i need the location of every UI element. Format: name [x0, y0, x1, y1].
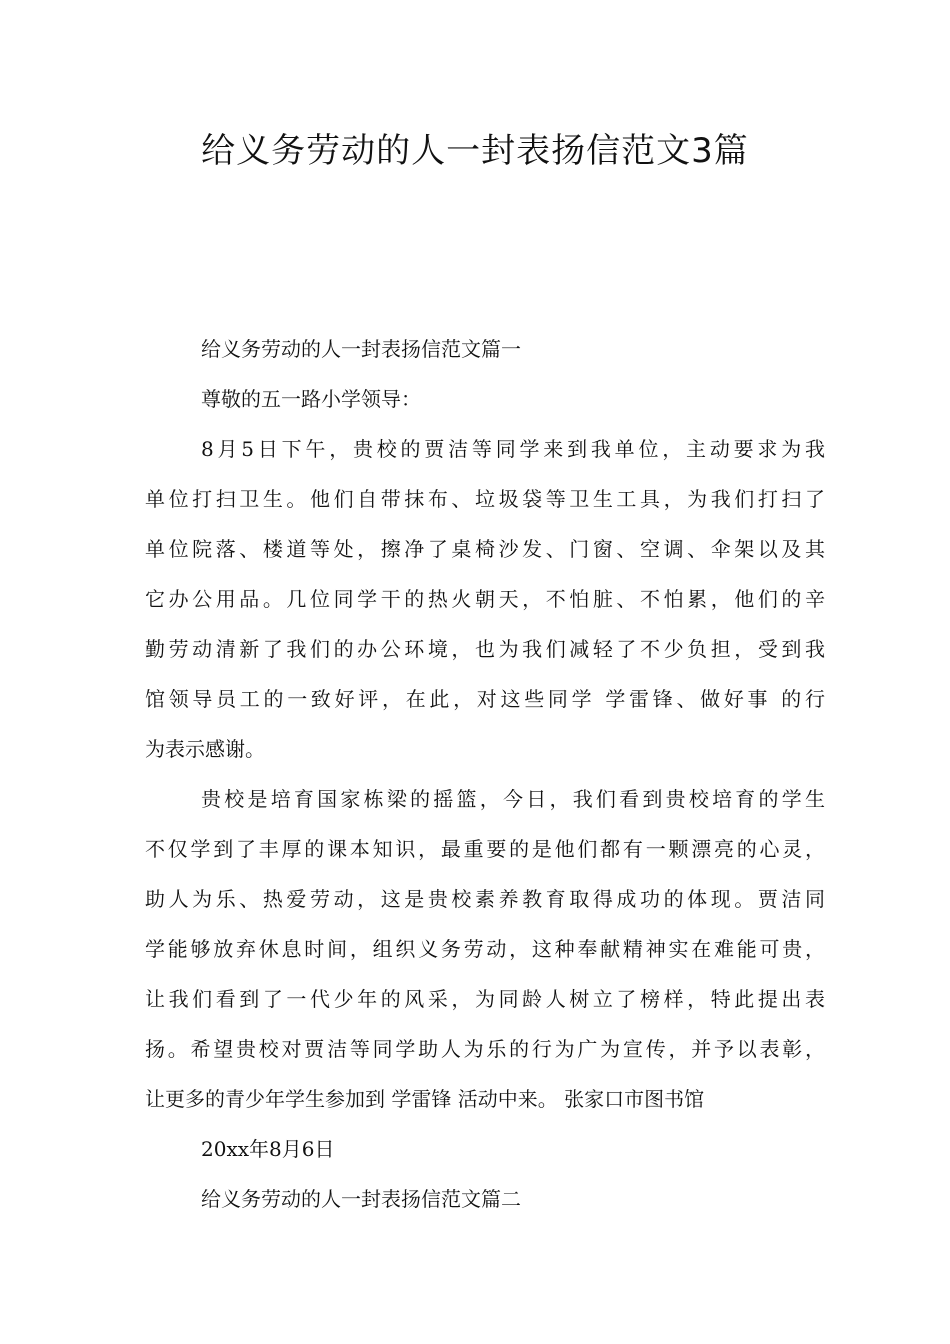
paragraph-line: 让更多的青少年学生参加到 学雷锋 活动中来。 张家口市图书馆 — [145, 1087, 705, 1111]
section-heading-2: 给义务劳动的人一封表扬信范文篇二 — [201, 1187, 521, 1211]
document-body — [145, 324, 825, 1224]
paragraph-line: 不仅学到了丰厚的课本知识，最重要的是他们都有一颗漂亮的心灵， — [145, 837, 825, 861]
paragraph-line: 馆领导员工的一致好评，在此，对这些同学 学雷锋、做好事 的行 — [145, 687, 825, 711]
section-heading-1: 给义务劳动的人一封表扬信范文篇一 — [201, 337, 521, 361]
paragraph-line: 为表示感谢。 — [145, 737, 265, 761]
paragraph-line: 它办公用品。几位同学干的热火朝天，不怕脏、不怕累，他们的辛 — [145, 587, 825, 611]
paragraph-line: 单位院落、楼道等处，擦净了桌椅沙发、门窗、空调、伞架以及其 — [145, 537, 825, 561]
paragraph-line: 让我们看到了一代少年的风采，为同龄人树立了榜样，特此提出表 — [145, 987, 825, 1011]
paragraph-line: 单位打扫卫生。他们自带抹布、垃圾袋等卫生工具，为我们打扫了 — [145, 487, 825, 511]
letter-date: 20xx年8月6日 — [201, 1137, 335, 1161]
paragraph-line: 勤劳动清新了我们的办公环境，也为我们减轻了不少负担，受到我 — [145, 637, 825, 661]
salutation: 尊敬的五一路小学领导： — [201, 387, 421, 411]
paragraph-line: 贵校是培育国家栋梁的摇篮，今日，我们看到贵校培育的学生 — [201, 787, 825, 811]
document-title: 给义务劳动的人一封表扬信范文3篇 — [201, 131, 749, 171]
paragraph-line: 8月5日下午，贵校的贾洁等同学来到我单位，主动要求为我 — [201, 437, 825, 461]
paragraph-line: 助人为乐、热爱劳动，这是贵校素养教育取得成功的体现。贾洁同 — [145, 887, 825, 911]
paragraph-line: 扬。希望贵校对贾洁等同学助人为乐的行为广为宣传，并予以表彰， — [145, 1037, 825, 1061]
paragraph-line: 学能够放弃休息时间，组织义务劳动，这种奉献精神实在难能可贵， — [145, 937, 825, 961]
